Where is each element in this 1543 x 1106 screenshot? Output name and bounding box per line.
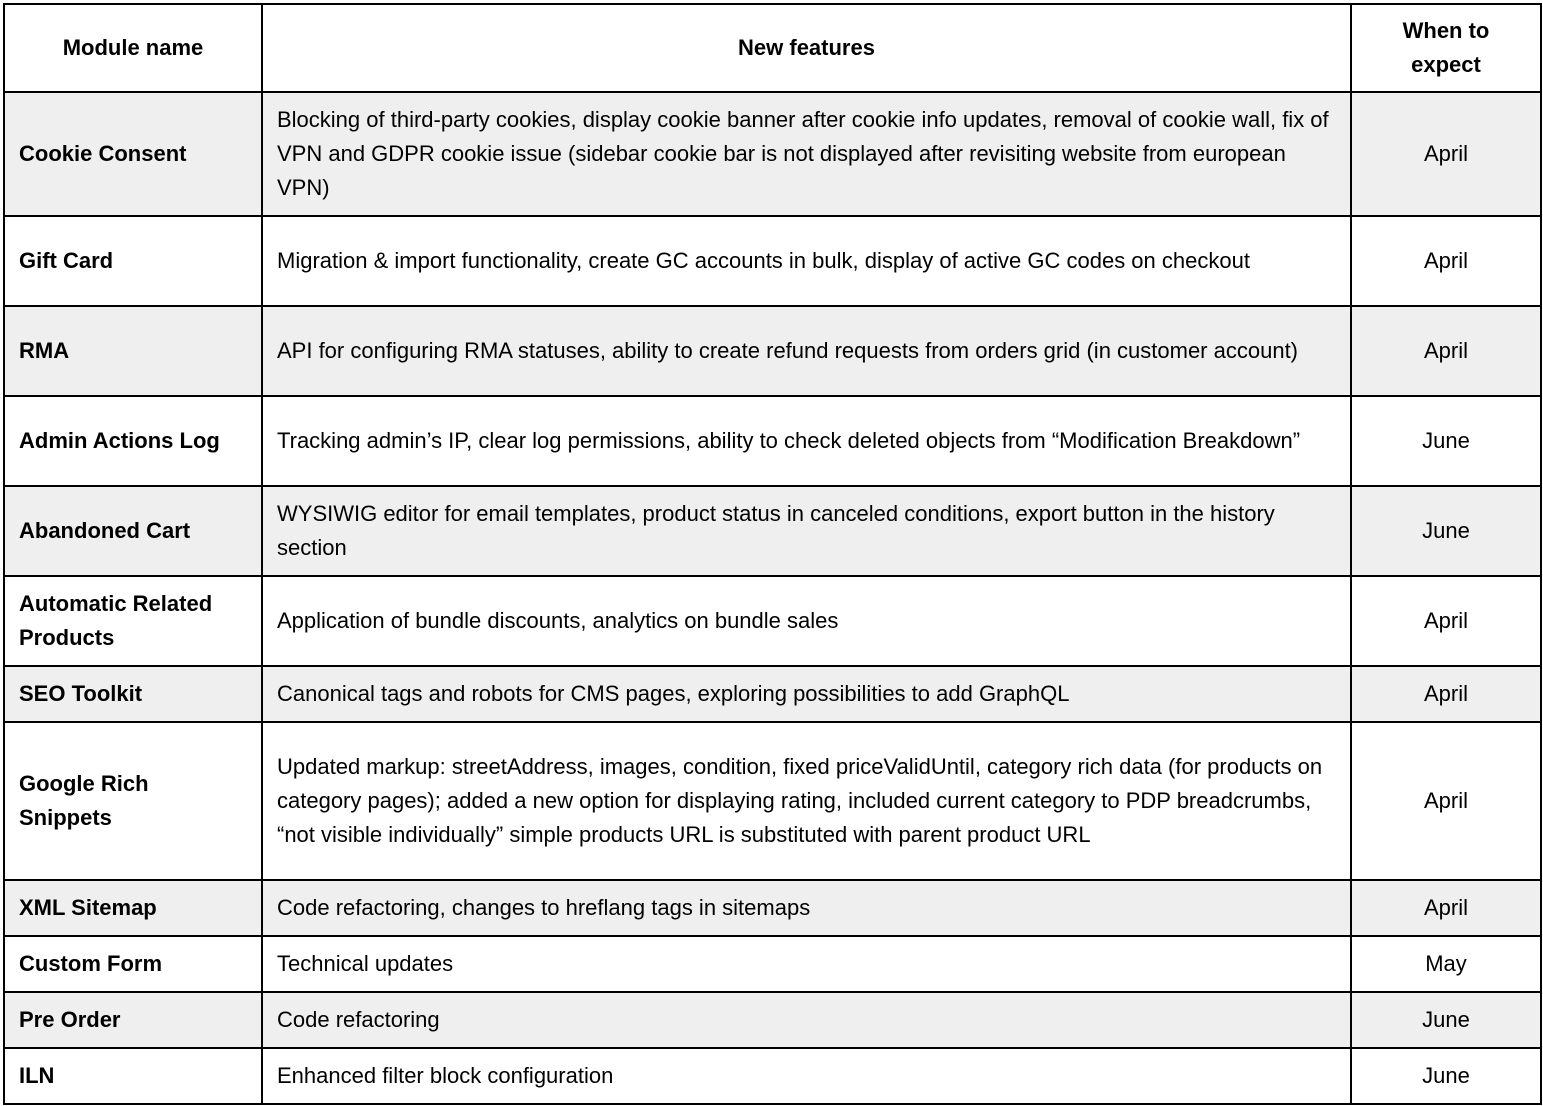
when-cell: June — [1351, 486, 1541, 576]
when-cell: April — [1351, 880, 1541, 936]
when-cell: June — [1351, 396, 1541, 486]
when-cell: April — [1351, 576, 1541, 666]
table-row — [4, 396, 1541, 486]
module-name-cell: RMA — [4, 306, 262, 396]
when-cell: April — [1351, 722, 1541, 880]
module-name-cell: Automatic Related Products — [4, 576, 262, 666]
module-name-cell: Admin Actions Log — [4, 396, 262, 486]
module-name-cell: Pre Order — [4, 992, 262, 1048]
module-name-cell: Abandoned Cart — [4, 486, 262, 576]
when-cell: April — [1351, 216, 1541, 306]
module-name-cell: ILN — [4, 1048, 262, 1104]
when-cell: May — [1351, 936, 1541, 992]
module-name-cell: Custom Form — [4, 936, 262, 992]
features-cell: WYSIWIG editor for email templates, product status in canceled conditions, export button in the history section — [262, 486, 1351, 576]
table-row — [4, 722, 1541, 880]
table-row — [4, 1048, 1541, 1104]
table-row — [4, 306, 1541, 396]
features-cell: Migration & import functionality, create GC accounts in bulk, display of active GC codes on checkout — [262, 216, 1351, 306]
when-cell: June — [1351, 992, 1541, 1048]
table-row — [4, 216, 1541, 306]
table-row — [4, 92, 1541, 216]
table-row — [4, 666, 1541, 722]
features-cell: Application of bundle discounts, analytics on bundle sales — [262, 576, 1351, 666]
header-row — [4, 4, 1541, 92]
module-name-cell: SEO Toolkit — [4, 666, 262, 722]
features-cell: API for configuring RMA statuses, ability to create refund requests from orders grid (in customer account) — [262, 306, 1351, 396]
features-cell: Enhanced filter block configuration — [262, 1048, 1351, 1104]
features-cell: Canonical tags and robots for CMS pages, exploring possibilities to add GraphQL — [262, 666, 1351, 722]
table-row — [4, 936, 1541, 992]
header-new-features: New features — [262, 4, 1351, 92]
module-name-cell: Google Rich Snippets — [4, 722, 262, 880]
module-name-cell: XML Sitemap — [4, 880, 262, 936]
header-module-name: Module name — [4, 4, 262, 92]
header-when-to-expect: When to expect — [1351, 4, 1541, 92]
table-row — [4, 576, 1541, 666]
table-row — [4, 992, 1541, 1048]
when-cell: June — [1351, 1048, 1541, 1104]
features-cell: Code refactoring — [262, 992, 1351, 1048]
features-cell: Technical updates — [262, 936, 1351, 992]
features-cell: Code refactoring, changes to hreflang tags in sitemaps — [262, 880, 1351, 936]
features-cell: Blocking of third-party cookies, display cookie banner after cookie info updates, removal of cookie wall, fix of VPN and GDPR cookie issue (sidebar cookie bar is not displayed after revisiting website from european VPN) — [262, 92, 1351, 216]
features-cell: Tracking admin’s IP, clear log permissions, ability to check deleted objects from “Modification Breakdown” — [262, 396, 1351, 486]
when-cell: April — [1351, 666, 1541, 722]
feature-roadmap-table — [3, 3, 1542, 1105]
module-name-cell: Cookie Consent — [4, 92, 262, 216]
when-cell: April — [1351, 92, 1541, 216]
when-cell: April — [1351, 306, 1541, 396]
table-row — [4, 486, 1541, 576]
module-name-cell: Gift Card — [4, 216, 262, 306]
features-cell: Updated markup: streetAddress, images, condition, fixed priceValidUntil, category rich data (for products on category pages); added a new option for displaying rating, included current category to PDP breadcrumbs, “not visible individually” simple products URL is substituted with parent product URL — [262, 722, 1351, 880]
table-row — [4, 880, 1541, 936]
